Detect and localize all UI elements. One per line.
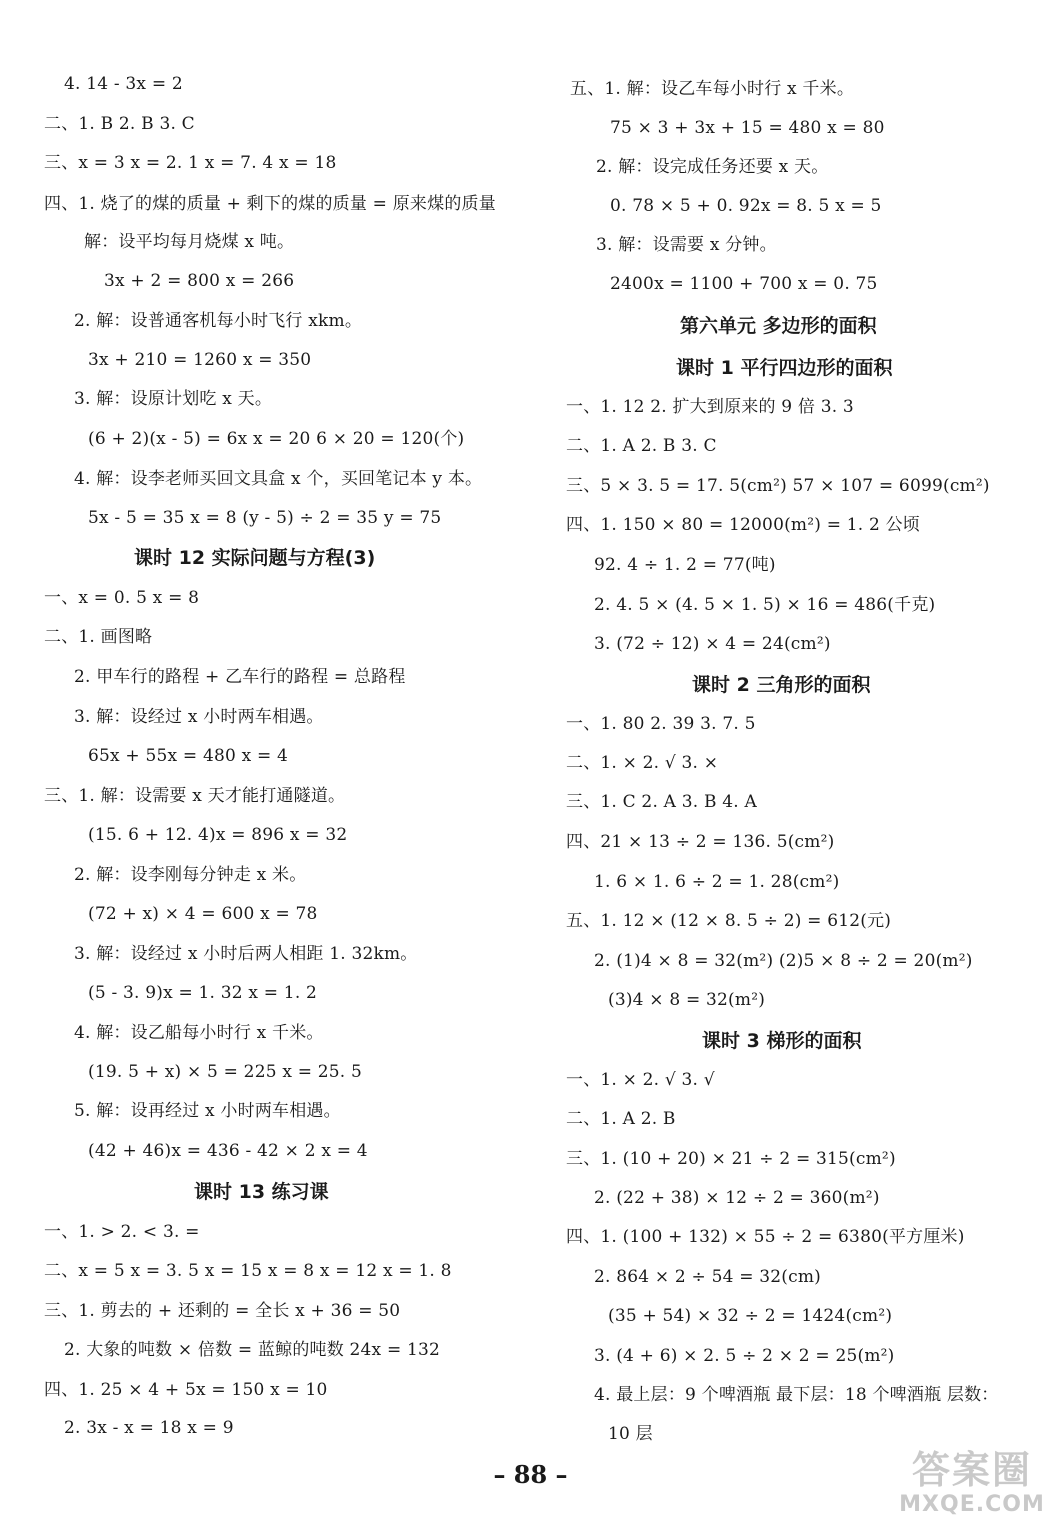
answer-line: 一、1. × 2. √ 3. √ (566, 1070, 715, 1090)
answer-line: 3. (72 ÷ 12) × 4 = 24(cm²) (594, 634, 831, 654)
answer-line: 3. (4 + 6) × 2. 5 ÷ 2 × 2 = 25(m²) (594, 1346, 895, 1366)
answer-line: 10 层 (608, 1424, 653, 1444)
answer-line: 4. 最上层：9 个啤酒瓶 最下层：18 个啤酒瓶 层数： (594, 1385, 999, 1405)
answer-line: 2400x = 1100 + 700 x = 0. 75 (610, 274, 878, 294)
answer-line: 五、1. 解：设乙车每小时行 x 千米。 (570, 79, 855, 99)
answer-line: (72 + x) × 4 = 600 x = 78 (88, 904, 318, 924)
answer-line: 解：设平均每月烧煤 x 吨。 (84, 232, 295, 252)
answer-line: (19. 5 + x) × 5 = 225 x = 25. 5 (88, 1062, 363, 1082)
section-heading: 课时 13 练习课 (194, 1181, 329, 1203)
answer-line: 2. 大象的吨数 × 倍数 = 蓝鲸的吨数 24x = 132 (64, 1340, 441, 1360)
answer-line: 三、1. 解：设需要 x 天才能打通隧道。 (44, 786, 346, 806)
answer-line: (15. 6 + 12. 4)x = 896 x = 32 (88, 825, 348, 845)
section-heading: 课时 3 梯形的面积 (702, 1030, 862, 1052)
answer-line: 二、1. 画图略 (44, 627, 153, 647)
answer-line: 三、x = 3 x = 2. 1 x = 7. 4 x = 18 (44, 153, 337, 173)
answer-line: 5. 解：设再经过 x 小时两车相遇。 (74, 1101, 341, 1121)
page-number: – 88 – (493, 1460, 568, 1489)
answer-line: 三、1. C 2. A 3. B 4. A (566, 792, 757, 812)
answer-line: 四、1. 150 × 80 = 12000(m²) = 1. 2 公顷 (566, 515, 920, 535)
answer-line: 2. 甲车行的路程 + 乙车行的路程 = 总路程 (74, 667, 406, 687)
answer-line: 2. 4. 5 × (4. 5 × 1. 5) × 16 = 486(千克) (594, 595, 936, 615)
answer-line: 2. (22 + 38) × 12 ÷ 2 = 360(m²) (594, 1188, 880, 1208)
answer-line: 92. 4 ÷ 1. 2 = 77(吨) (594, 555, 776, 575)
answer-line: 二、1. A 2. B (566, 1109, 676, 1129)
watermark-text: 答案圈 (911, 1448, 1032, 1492)
answer-line: 75 × 3 + 3x + 15 = 480 x = 80 (610, 118, 885, 138)
section-heading: 第六单元 多边形的面积 (680, 315, 877, 337)
answer-line: 2. 解：设普通客机每小时飞行 xkm。 (74, 311, 363, 331)
answer-line: 3. 解：设经过 x 小时两车相遇。 (74, 707, 324, 727)
answer-line: 3. 解：设原计划吃 x 天。 (74, 389, 273, 409)
answer-line: 四、1. (100 + 132) × 55 ÷ 2 = 6380(平方厘米) (566, 1227, 965, 1247)
answer-line: 五、1. 12 × (12 × 8. 5 ÷ 2) = 612(元) (566, 911, 892, 931)
answer-line: 一、1. > 2. < 3. = (44, 1222, 200, 1242)
answer-line: 四、21 × 13 ÷ 2 = 136. 5(cm²) (566, 832, 835, 852)
answer-line: 2. 解：设李刚每分钟走 x 米。 (74, 865, 307, 885)
answer-line: 2. 解：设完成任务还要 x 天。 (596, 157, 829, 177)
answer-line: (6 + 2)(x - 5) = 6x x = 20 6 × 20 = 120(个) (88, 429, 465, 449)
section-heading: 课时 12 实际问题与方程(3) (134, 547, 376, 569)
answer-line: 二、1. × 2. √ 3. × (566, 753, 719, 773)
answer-line: 4. 解：设李老师买回文具盒 x 个，买回笔记本 y 本。 (74, 469, 483, 489)
answer-line: 三、5 × 3. 5 = 17. 5(cm²) 57 × 107 = 6099(cm²) (566, 476, 990, 496)
answer-line: 二、x = 5 x = 3. 5 x = 15 x = 8 x = 12 x = 1. 8 (44, 1261, 452, 1281)
answer-line: 一、1. 80 2. 39 3. 7. 5 (566, 714, 756, 734)
watermark-logo (897, 1448, 1047, 1526)
answer-line: 2. 3x - x = 18 x = 9 (64, 1418, 234, 1438)
section-heading: 课时 2 三角形的面积 (692, 674, 871, 696)
answer-line: 65x + 55x = 480 x = 4 (88, 746, 289, 766)
answer-line: 三、1. (10 + 20) × 21 ÷ 2 = 315(cm²) (566, 1149, 896, 1169)
answer-line: 四、1. 烧了的煤的质量 + 剩下的煤的质量 = 原来煤的质量 (44, 194, 496, 214)
watermark-url: MXQE.COM (899, 1492, 1045, 1517)
answer-line: 5x - 5 = 35 x = 8 (y - 5) ÷ 2 = 35 y = 75 (88, 508, 442, 528)
answer-line: 1. 6 × 1. 6 ÷ 2 = 1. 28(cm²) (594, 872, 840, 892)
answer-line: 3. 解：设需要 x 分钟。 (596, 235, 777, 255)
answer-line: 一、x = 0. 5 x = 8 (44, 588, 200, 608)
answer-line: 一、1. 12 2. 扩大到原来的 9 倍 3. 3 (566, 397, 854, 417)
answer-line: 4. 解：设乙船每小时行 x 千米。 (74, 1023, 324, 1043)
answer-line: 3x + 2 = 800 x = 266 (104, 271, 295, 291)
answer-line: (3)4 × 8 = 32(m²) (608, 990, 766, 1010)
answer-line: 四、1. 25 × 4 + 5x = 150 x = 10 (44, 1380, 328, 1400)
answer-line: 二、1. A 2. B 3. C (566, 436, 717, 456)
section-heading: 课时 1 平行四边形的面积 (676, 357, 893, 379)
answer-line: (5 - 3. 9)x = 1. 32 x = 1. 2 (88, 983, 318, 1003)
answer-line: 0. 78 × 5 + 0. 92x = 8. 5 x = 5 (610, 196, 882, 216)
answer-line: 三、1. 剪去的 + 还剩的 = 全长 x + 36 = 50 (44, 1301, 401, 1321)
answer-line: (35 + 54) × 32 ÷ 2 = 1424(cm²) (608, 1306, 893, 1326)
answer-line: 4. 14 - 3x = 2 (64, 74, 183, 94)
answer-line: 3x + 210 = 1260 x = 350 (88, 350, 312, 370)
answer-line: (42 + 46)x = 436 - 42 × 2 x = 4 (88, 1141, 368, 1161)
answer-line: 3. 解：设经过 x 小时后两人相距 1. 32km。 (74, 944, 418, 964)
answer-line: 二、1. B 2. B 3. C (44, 114, 195, 134)
answer-line: 2. 864 × 2 ÷ 54 = 32(cm) (594, 1267, 822, 1287)
answer-line: 2. (1)4 × 8 = 32(m²) (2)5 × 8 ÷ 2 = 20(m²) (594, 951, 973, 971)
